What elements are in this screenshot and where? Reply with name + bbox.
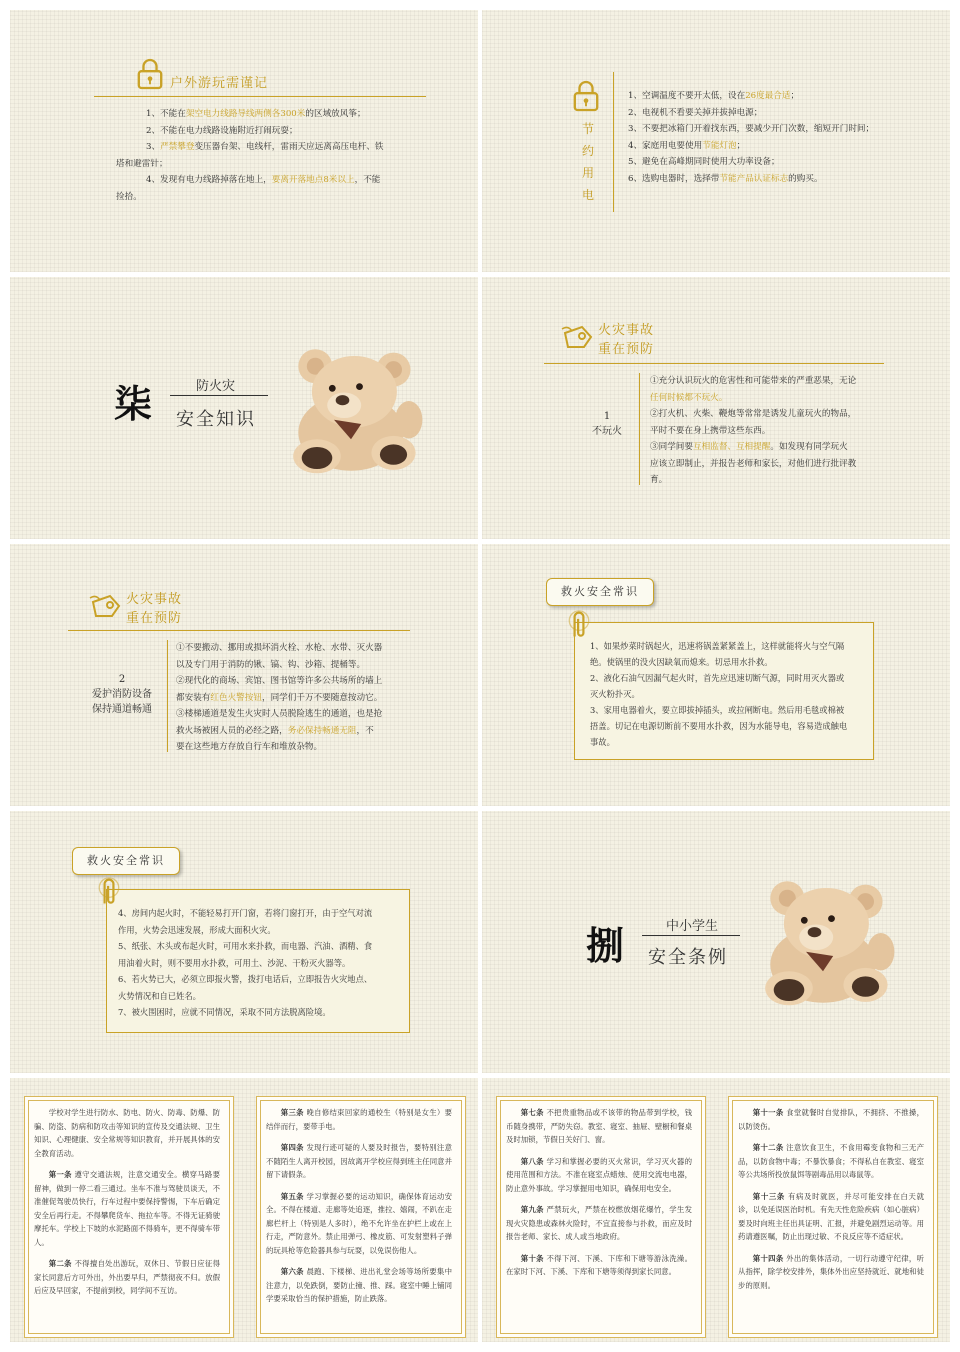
slide-title: 户外游玩需谨记 [170, 76, 269, 91]
slide-title: 火灾事故 重在预防 [598, 323, 655, 357]
divider [170, 395, 268, 396]
slide-fire-prevention-1 [482, 277, 950, 539]
divider [167, 640, 168, 752]
slide-regulations-2 [482, 1078, 950, 1342]
slide-body: ①充分认识玩火的危害性和可能带来的严重恶果，无论 任何时候都不玩火。 ②打火机、火柴、鞭炮等常常是诱发儿童玩火的物品， 平时不要在身上携带这些东西。 ③同学间要互相监督、互相提醒。如发现有同学玩火 应该立即制止，并报告老师和家长，对他们进行批评教 育。 [650, 376, 857, 485]
section-number: 捌 [586, 923, 625, 968]
slide-body: 1、空调温度不要开太低，设在26度最合适； 2、电视机不看要关掉并拔掉电源； 3、不要把冰箱门开着找东西，要减少开门次数，缩短开门时间； 4、家庭用电要使用节能灯泡； 5、避免在高峰期同时使用大功率设备； 6、选购电器时，选择带节能产品认证标志的购买。 [628, 91, 875, 184]
divider [94, 96, 426, 97]
slide-body: 4、房间内起火时，不能轻易打开门窗，若将门窗打开，由于空气对流 作用，火势会迅速发展，形成大面积火灾。 5、纸张、木头或布起火时，可用水来扑救，而电器、汽油、酒精、食 用油着火时，则不要用水扑救，可用土、沙泥、干粉灭火器等。 6、若火势已大，必须立即报火警，拨打电话后，立即报告火灾地点、 火势情况和自已姓名。 7、被火围困时，应就不同情况，采取不同方法脱离险境。 [118, 908, 373, 1017]
column-text-left: 第七条 不把贵重物品或不该带的物品带到学校，钱币随身携带，严防失窃。教室、寝室、抽屉、壁橱和餐桌及时加锁，节假日关好门、窗。 第八条 学习和掌握必要的灭火常识，学习灭火器的使用范围和方法。不准在寝室点蜡烛、使用交流电电器，防止意外事故。学习掌握用电知识，确保用电安全。 第九条 严禁玩火，严禁在校燃放烟花爆竹，学生发现火灾隐患或森林火险时，不宜直接参与扑救，而应及时报告老师、家长、成人或当地政府。 第十条 不得下河、下溪、下库和下塘等游泳洗澡。在家时下河、下溪、下库和下塘等须得到家长同意。 [506, 1108, 692, 1276]
side-title: 节 约 用 电 [581, 122, 594, 202]
section-title: 安全条例 [648, 947, 728, 968]
divider [68, 630, 410, 631]
slide-title: 火灾事故 重在预防 [126, 592, 183, 626]
divider [642, 935, 740, 936]
slide-firefighting-tips-1 [482, 544, 950, 806]
section-tag: 救火安全常识 [72, 847, 180, 875]
section-title: 安全知识 [176, 409, 256, 430]
divider [544, 363, 884, 364]
slide-regulations-1 [10, 1078, 478, 1342]
tag-icon [88, 592, 122, 620]
section-tag: 救火安全常识 [546, 578, 654, 606]
item-label: 2 爱护消防设备 保持通道畅通 [92, 674, 152, 715]
item-label: 1 不玩火 [592, 411, 622, 437]
section-subtitle: 中小学生 [666, 919, 719, 934]
section-subtitle: 防火灾 [196, 379, 236, 394]
teddy-bear-image [266, 339, 436, 475]
column-text-right: 第十一条 食堂就餐时自觉排队，不拥挤、不推搡，以防烫伤。 第十二条 注意饮食卫生，不食用霉变食物和三无产品，以防食物中毒；不暴饮暴食；不得私自在教室、寝室等公共场所投放鼠饵等剧毒品用以毒鼠等。 第十三条 有病及时就医，并尽可能安排在白天就诊，以免延误医治时机。有先天性危险疾病（如心脏病）要及时向班主任出具证明、汇报，并避免剧烈运动等。用药请遵医嘱，防止出现过敏、不良反应等不适症状。 第十四条 外出的集体活动，一切行动遵守纪律，听从指挥，除学校安排外，集体外出应坚持就近、就地和徒步的原则。 [738, 1108, 924, 1290]
teddy-bear-image [738, 871, 908, 1007]
slide-body: 1、不能在架空电力线路导线两侧各300米的区域放风筝； 2、不能在电力线路设施附近打闹玩耍； 3、严禁攀登变压器台架、电线杆，雷雨天应远离高压电杆、铁 塔和避雷针； 4、发现有电力线路掉落在地上，要离开落地点8米以上，不能 捡拾。 [116, 109, 384, 202]
column-text-right: 第三条 晚自修结束回家的通校生（特别是女生）要结伴而行，要带手电。 第四条 发现行迹可疑的人要及时报告，要特别注意不随陌生人离开校园，因故离开学校应得到班主任同意并留下请假条。 第五条 学习掌握必要的运动知识，确保体育运动安全。不得在楼道、走廊等处追逐，推拉、嬉闹，不趴在走廊栏杆上（特别是人多时），绝不允许坐在护栏上或在上行走，严防意外。禁止用弹弓、橡皮筋、可发射塑料子弹的玩具枪等危险器具参与玩耍，以免误伤他人。 第六条 晨跑、下楼梯、进出礼堂会场等场所要集中注意力，以免跌倒，要防止撞、推、踩。寝室中睡上铺同学要采取恰当的保护措施，防止跌落。 [266, 1108, 452, 1303]
divider [639, 373, 640, 485]
slide-section-fire [10, 277, 478, 539]
paperclip-icon [98, 877, 120, 907]
slide-save-electricity [482, 10, 950, 272]
lock-icon [136, 58, 164, 90]
lock-icon [572, 80, 600, 112]
column-text-left: 学校对学生进行防水、防电、防火、防毒、防爆、防骗、防盗、防病和防攻击等知识的宣传及交通法规、卫生知识、心理健康、安全常规等知识教育，并开展具体的安全教育活动。 第一条 遵守交通法规，注意交通安全。横穿马路要留神，做到一停二看三通过。坐车不准与驾驶员谈天，不准催促驾驶员快行，行车过程中要保持警惕，下车后确定安全后再行走。不得攀爬货车、拖拉车等。不得无证骑驶摩托车。学校上下坡的水泥路面不得骑车，更不得骑车带人。 第二条 不得擅自处出游玩，双休日、节假日应征得家长同意后方可外出，外出要早归，严禁彻夜不归。放假后应及早回家，不提前到校，同学间不互访。 [34, 1108, 220, 1295]
slide-body: 1、如果炒菜时锅起火，迅速将锅盖紧紧盖上，这样就能将火与空气隔 绝。使锅里的没火因缺氧而熄来。切忌用水扑救。 2、液化石油气因漏气起火时，首先应迅速切断气源，同时用灭火器或 灭火粉扑灭。 3、家用电器着火，要立即拔掉插头，或拉闸断电。然后用毛毯或棉被 捂盖。切记在电源切断前不要用水扑救，因为水能导电，容易造成触电 事故。 [590, 641, 848, 747]
slide-outdoor-safety [10, 10, 478, 272]
paperclip-icon [568, 610, 590, 640]
slide-firefighting-tips-2 [10, 811, 478, 1073]
tag-icon [560, 323, 594, 351]
slide-section-regulations [482, 811, 950, 1073]
slide-body: ①不要搬动、挪用或损坏消火栓、水枪、水带、灭火器 以及专门用于消防的锹、镐、钩、沙箱、提桶等。 ②现代化的商场、宾馆、图书馆等许多公共场所的墙上 都安装有红色火警按钮，同学们千万不要随意按动它。 ③楼梯通道是发生火灾时人员脱险逃生的通道，也是抢 救火场被困人员的必经之路，务必保持畅通无阻，不 要在这些地方存放自行车和堆放杂物。 [176, 643, 383, 752]
slide-fire-prevention-2 [10, 544, 478, 806]
divider [613, 72, 614, 212]
section-number: 柒 [114, 381, 153, 426]
